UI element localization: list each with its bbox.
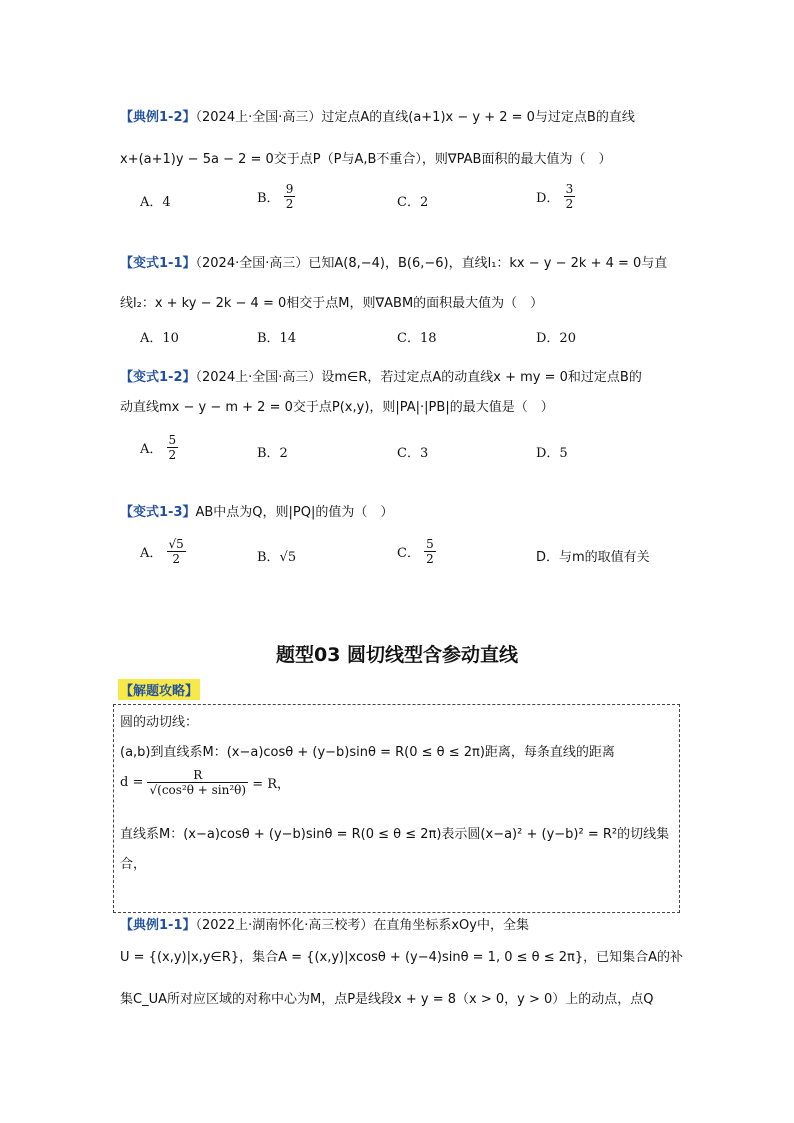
option-d[interactable]: D．20 bbox=[536, 331, 576, 346]
variant-tag: 【变式1-2】 bbox=[120, 370, 196, 385]
strategy-box bbox=[113, 704, 680, 913]
option-c[interactable]: C．3 bbox=[397, 446, 429, 461]
option-c[interactable]: C．2 bbox=[397, 195, 429, 210]
example-1-2-line2: x+(a+1)y − 5a − 2 = 0交于点P（P与A,B不重合），则∇PAB面积的最大值为（ ） bbox=[120, 152, 612, 167]
variant-tag: 【变式1-1】 bbox=[120, 256, 196, 271]
example-1-1-line3: 集C_UA所对应区域的对称中心为M，点P是线段x + y = 8（x > 0，y > 0）上的动点，点Q bbox=[120, 992, 654, 1007]
strategy-line-2: (a,b)到直线系M：(x−a)cosθ + (y−b)sinθ = R(0 ≤ θ ≤ 2π)距离，每条直线的距离 bbox=[120, 745, 615, 760]
option-d[interactable]: D． $\frac{3}{2}$ bbox=[536, 182, 574, 211]
fraction: $\frac{R}{\text{√(cos²θ + sin²θ)}}$ bbox=[149, 768, 247, 797]
example-tag: 【典例1-2】 bbox=[120, 110, 196, 125]
example-1-2-line1: 【典例1-2】（2024上·全国·高三）过定点A的直线(a+1)x − y + 2 = 0与过定点B的直线 bbox=[120, 110, 635, 125]
option-d[interactable]: D．与m的取值有关 bbox=[536, 550, 650, 565]
option-d[interactable]: D．5 bbox=[536, 446, 568, 461]
example-1-1-line1: 【典例1-1】（2022上·湖南怀化·高三校考）在直角坐标系xOy中，全集 bbox=[120, 918, 529, 933]
variant-1-2-line1: 【变式1-2】（2024上·全国·高三）设m∈R，若过定点A的动直线x + my = 0和过定点B的 bbox=[120, 370, 642, 385]
option-a[interactable]: A．10 bbox=[140, 331, 179, 346]
strategy-formula-d: d = $\frac{R}{\text{√(cos²θ + sin²θ)}}$ = R， bbox=[120, 768, 291, 797]
strategy-line-5: 合， bbox=[120, 857, 147, 872]
option-b[interactable]: B． $\frac{9}{2}$ bbox=[257, 182, 294, 211]
variant-1-3-line1: 【变式1-3】AB中点为Q，则|PQ|的值为（ ） bbox=[120, 505, 394, 520]
fraction: $\frac{√5}{2}$ bbox=[168, 537, 184, 566]
variant-1-1-line1: 【变式1-1】（2024·全国·高三）已知A(8,−4)，B(6,−6)，直线l₁：kx − y − 2k + 4 = 0与直 bbox=[120, 256, 668, 271]
fraction: $\frac{5}{2}$ bbox=[426, 537, 434, 566]
strategy-line-1: 圆的动切线： bbox=[120, 715, 199, 730]
fraction: $\frac{9}{2}$ bbox=[285, 182, 294, 211]
option-c[interactable]: C．18 bbox=[397, 331, 437, 346]
option-a[interactable]: A． $\frac{5}{2}$ bbox=[140, 433, 177, 462]
option-b[interactable]: B．14 bbox=[257, 331, 297, 346]
option-a[interactable]: A． $\frac{√5}{2}$ bbox=[140, 537, 184, 566]
fraction: $\frac{3}{2}$ bbox=[565, 182, 574, 211]
variant-tag: 【变式1-3】 bbox=[120, 505, 196, 520]
option-b[interactable]: B．√5 bbox=[257, 550, 297, 565]
strategy-line-4: 直线系M：(x−a)cosθ + (y−b)sinθ = R(0 ≤ θ ≤ 2π)表示圆(x−a)² + (y−b)² = R²的切线集 bbox=[120, 827, 670, 842]
section-title: 题型03 圆切线型含参动直线 bbox=[275, 644, 519, 666]
option-a[interactable]: A．4 bbox=[140, 195, 171, 210]
option-b[interactable]: B．2 bbox=[257, 446, 288, 461]
example-tag: 【典例1-1】 bbox=[120, 918, 196, 933]
option-c[interactable]: C． $\frac{5}{2}$ bbox=[397, 537, 434, 566]
variant-1-2-line2: 动直线mx − y − m + 2 = 0交于点P(x,y)，则|PA|·|PB|的最大值是（ ） bbox=[120, 400, 554, 415]
example-1-1-line2: U = {(x,y)|x,y∈R}，集合A = {(x,y)|xcosθ + (y−4)sinθ = 1, 0 ≤ θ ≤ 2π}，已知集合A的补 bbox=[120, 950, 684, 965]
variant-1-1-line2: 线l₂：x + ky − 2k − 4 = 0相交于点M，则∇ABM的面积最大值为（ ） bbox=[120, 296, 544, 311]
fraction: $\frac{5}{2}$ bbox=[168, 433, 177, 462]
strategy-badge: 【解题攻略】 bbox=[118, 679, 200, 700]
